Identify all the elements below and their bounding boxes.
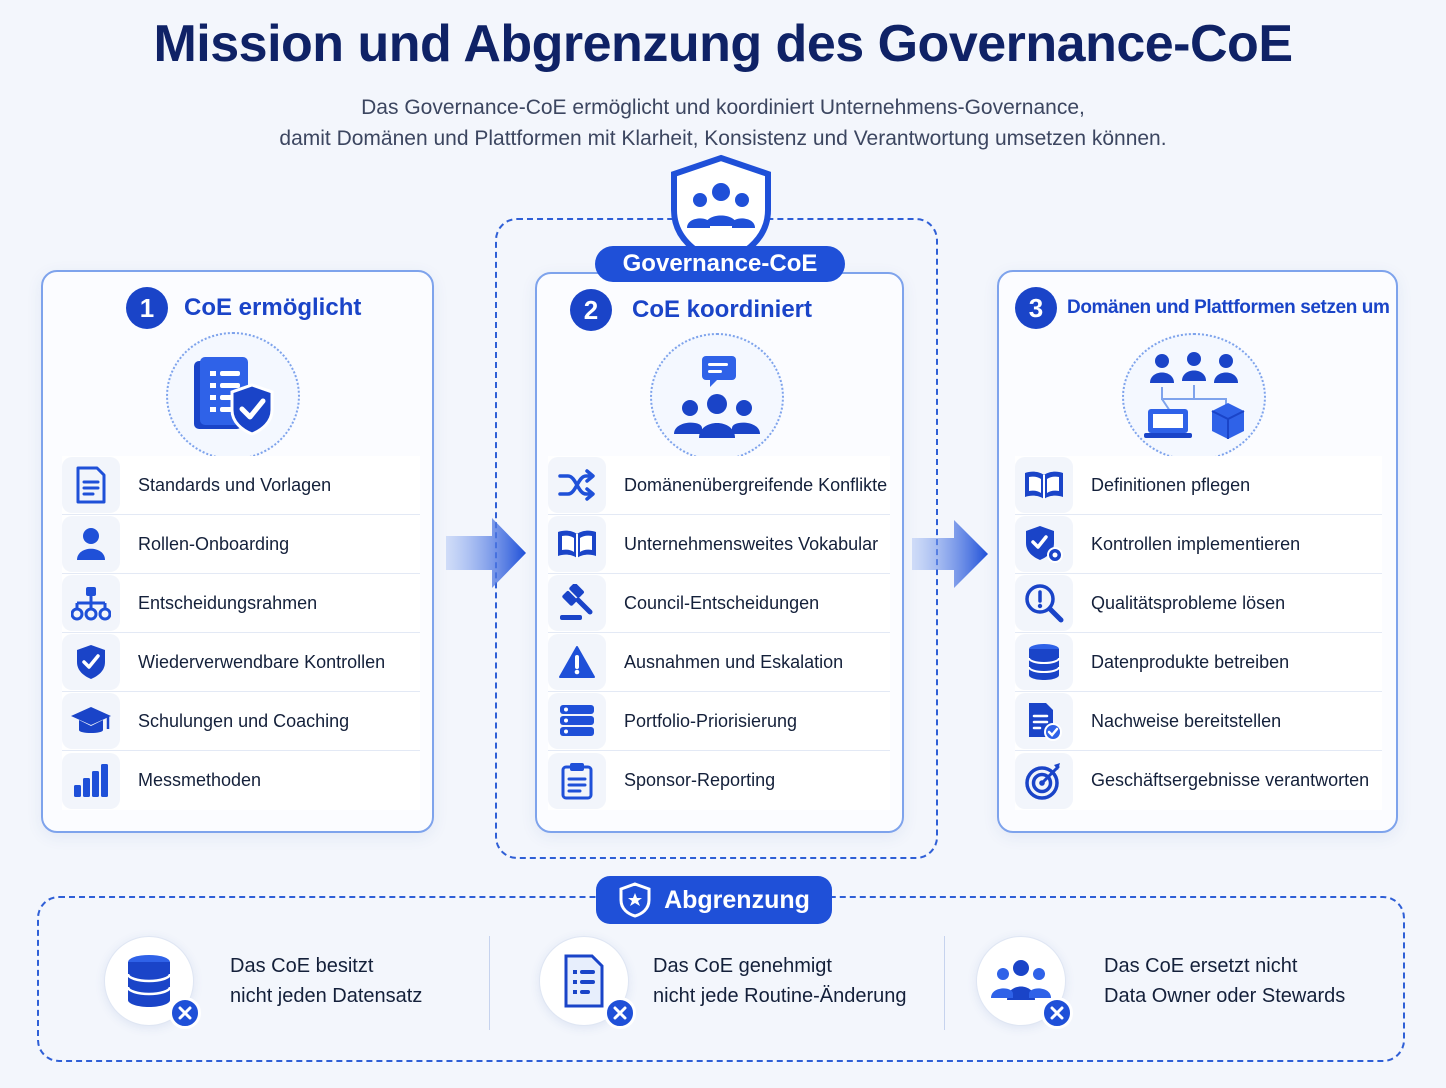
step-number-1: 1 — [126, 287, 168, 329]
list-item — [62, 633, 420, 692]
list-item-label: Definitionen pflegen — [1091, 474, 1251, 495]
people-icon — [976, 936, 1066, 1026]
team-chat-icon — [650, 333, 784, 461]
list-stack-icon — [548, 693, 606, 749]
list-item-label: Domänenübergreifende Konflikte — [624, 474, 888, 495]
shuffle-icon — [548, 457, 606, 513]
document-check-icon — [1015, 693, 1073, 749]
subtitle-line-2: damit Domänen und Plattformen mit Klarheit, Konsistenz und Verantwortung umsetzen können. — [279, 127, 1167, 150]
list-item-label: Unternehmensweites Vokabular — [624, 533, 879, 554]
divider — [944, 936, 945, 1030]
boundary-item-2-line2: nicht jede Routine-Änderung — [653, 985, 907, 1007]
list-item — [62, 692, 420, 751]
list-item — [62, 456, 420, 515]
list-item — [1015, 515, 1382, 574]
column-3-heading: Domänen und Plattformen setzen um — [1067, 297, 1390, 318]
close-icon — [169, 997, 201, 1029]
list-item-label: Nachweise bereitstellen — [1091, 710, 1282, 731]
bar-chart-icon — [62, 753, 120, 809]
close-icon — [604, 997, 636, 1029]
warning-icon — [548, 634, 606, 690]
boundary-item-1-line1: Das CoE besitzt — [230, 955, 374, 977]
list-item — [1015, 574, 1382, 633]
list-item-label: Standards und Vorlagen — [138, 474, 332, 495]
column-2-heading: CoE koordiniert — [632, 296, 813, 323]
list-item-label: Rollen-Onboarding — [138, 533, 290, 554]
list-item — [1015, 633, 1382, 692]
list-item — [548, 751, 890, 810]
step-number-2: 2 — [570, 289, 612, 331]
execute-list — [1015, 456, 1382, 810]
book-icon — [548, 516, 606, 572]
list-item — [62, 574, 420, 633]
database-icon — [1015, 634, 1073, 690]
boundary-item-1-line2: nicht jeden Datensatz — [230, 985, 423, 1007]
boundary-item-3 — [976, 936, 1345, 1026]
step-number-3: 3 — [1015, 287, 1057, 329]
target-icon — [1015, 753, 1073, 809]
boundary-item-3-line1: Das CoE ersetzt nicht — [1104, 955, 1298, 977]
list-item-label: Wiederverwendbare Kontrollen — [138, 651, 386, 672]
coordinates-list — [548, 456, 890, 810]
shield-gear-icon — [1015, 516, 1073, 572]
list-item-label: Council-Entscheidungen — [624, 592, 820, 613]
org-chart-icon — [62, 575, 120, 631]
document-list-icon — [539, 936, 629, 1026]
arrow-right-icon-2 — [912, 520, 988, 593]
list-item — [62, 515, 420, 574]
column-2-header — [570, 289, 812, 331]
column-3-header — [1015, 287, 1390, 329]
list-item — [1015, 456, 1382, 515]
column-1-header — [126, 287, 361, 329]
graduation-cap-icon — [62, 693, 120, 749]
page-title: Mission und Abgrenzung des Governance-CoE — [153, 15, 1293, 73]
person-icon — [62, 516, 120, 572]
list-item — [548, 692, 890, 751]
list-item-label: Messmethoden — [138, 770, 262, 790]
column-1-heading: CoE ermöglicht — [184, 294, 362, 321]
page-subtitle — [0, 92, 1446, 154]
list-item-label: Ausnahmen und Eskalation — [624, 651, 844, 672]
list-item-label: Kontrollen implementieren — [1091, 533, 1301, 554]
list-item-label: Portfolio-Priorisierung — [624, 710, 798, 731]
boundary-item-2 — [539, 936, 907, 1026]
boundary-item-3-line2: Data Owner oder Stewards — [1104, 985, 1346, 1007]
arrow-right-icon — [446, 518, 526, 593]
shield-check-icon — [62, 634, 120, 690]
list-item — [62, 751, 420, 810]
list-item-label: Geschäftsergebnisse verantworten — [1091, 770, 1370, 790]
list-item — [548, 633, 890, 692]
governance-coe-badge: Governance-CoE — [595, 246, 845, 282]
list-item — [548, 515, 890, 574]
magnifier-alert-icon — [1015, 575, 1073, 631]
document-icon — [62, 457, 120, 513]
list-item — [1015, 751, 1382, 810]
book-icon — [1015, 457, 1073, 513]
enables-list — [62, 456, 420, 810]
boundary-item-2-line1: Das CoE genehmigt — [653, 955, 832, 977]
list-item — [1015, 692, 1382, 751]
shield-star-icon — [618, 882, 652, 918]
list-item-label: Entscheidungsrahmen — [138, 592, 318, 613]
network-platform-icon — [1122, 333, 1266, 461]
boundary-title: Abgrenzung — [664, 885, 810, 914]
document-shield-icon — [166, 332, 300, 460]
database-icon — [104, 936, 194, 1026]
subtitle-line-1: Das Governance-CoE ermöglicht und koordiniert Unternehmens-Governance, — [361, 96, 1085, 119]
list-item-label: Sponsor-Reporting — [624, 770, 776, 790]
divider — [489, 936, 490, 1030]
list-item-label: Qualitätsprobleme lösen — [1091, 592, 1286, 613]
boundary-badge — [596, 876, 832, 924]
list-item-label: Datenprodukte betreiben — [1091, 651, 1290, 672]
list-item-label: Schulungen und Coaching — [138, 710, 350, 731]
clipboard-icon — [548, 753, 606, 809]
close-icon — [1041, 997, 1073, 1029]
boundary-item-1 — [104, 936, 422, 1026]
list-item — [548, 574, 890, 633]
list-item — [548, 456, 890, 515]
gavel-icon — [548, 575, 606, 631]
